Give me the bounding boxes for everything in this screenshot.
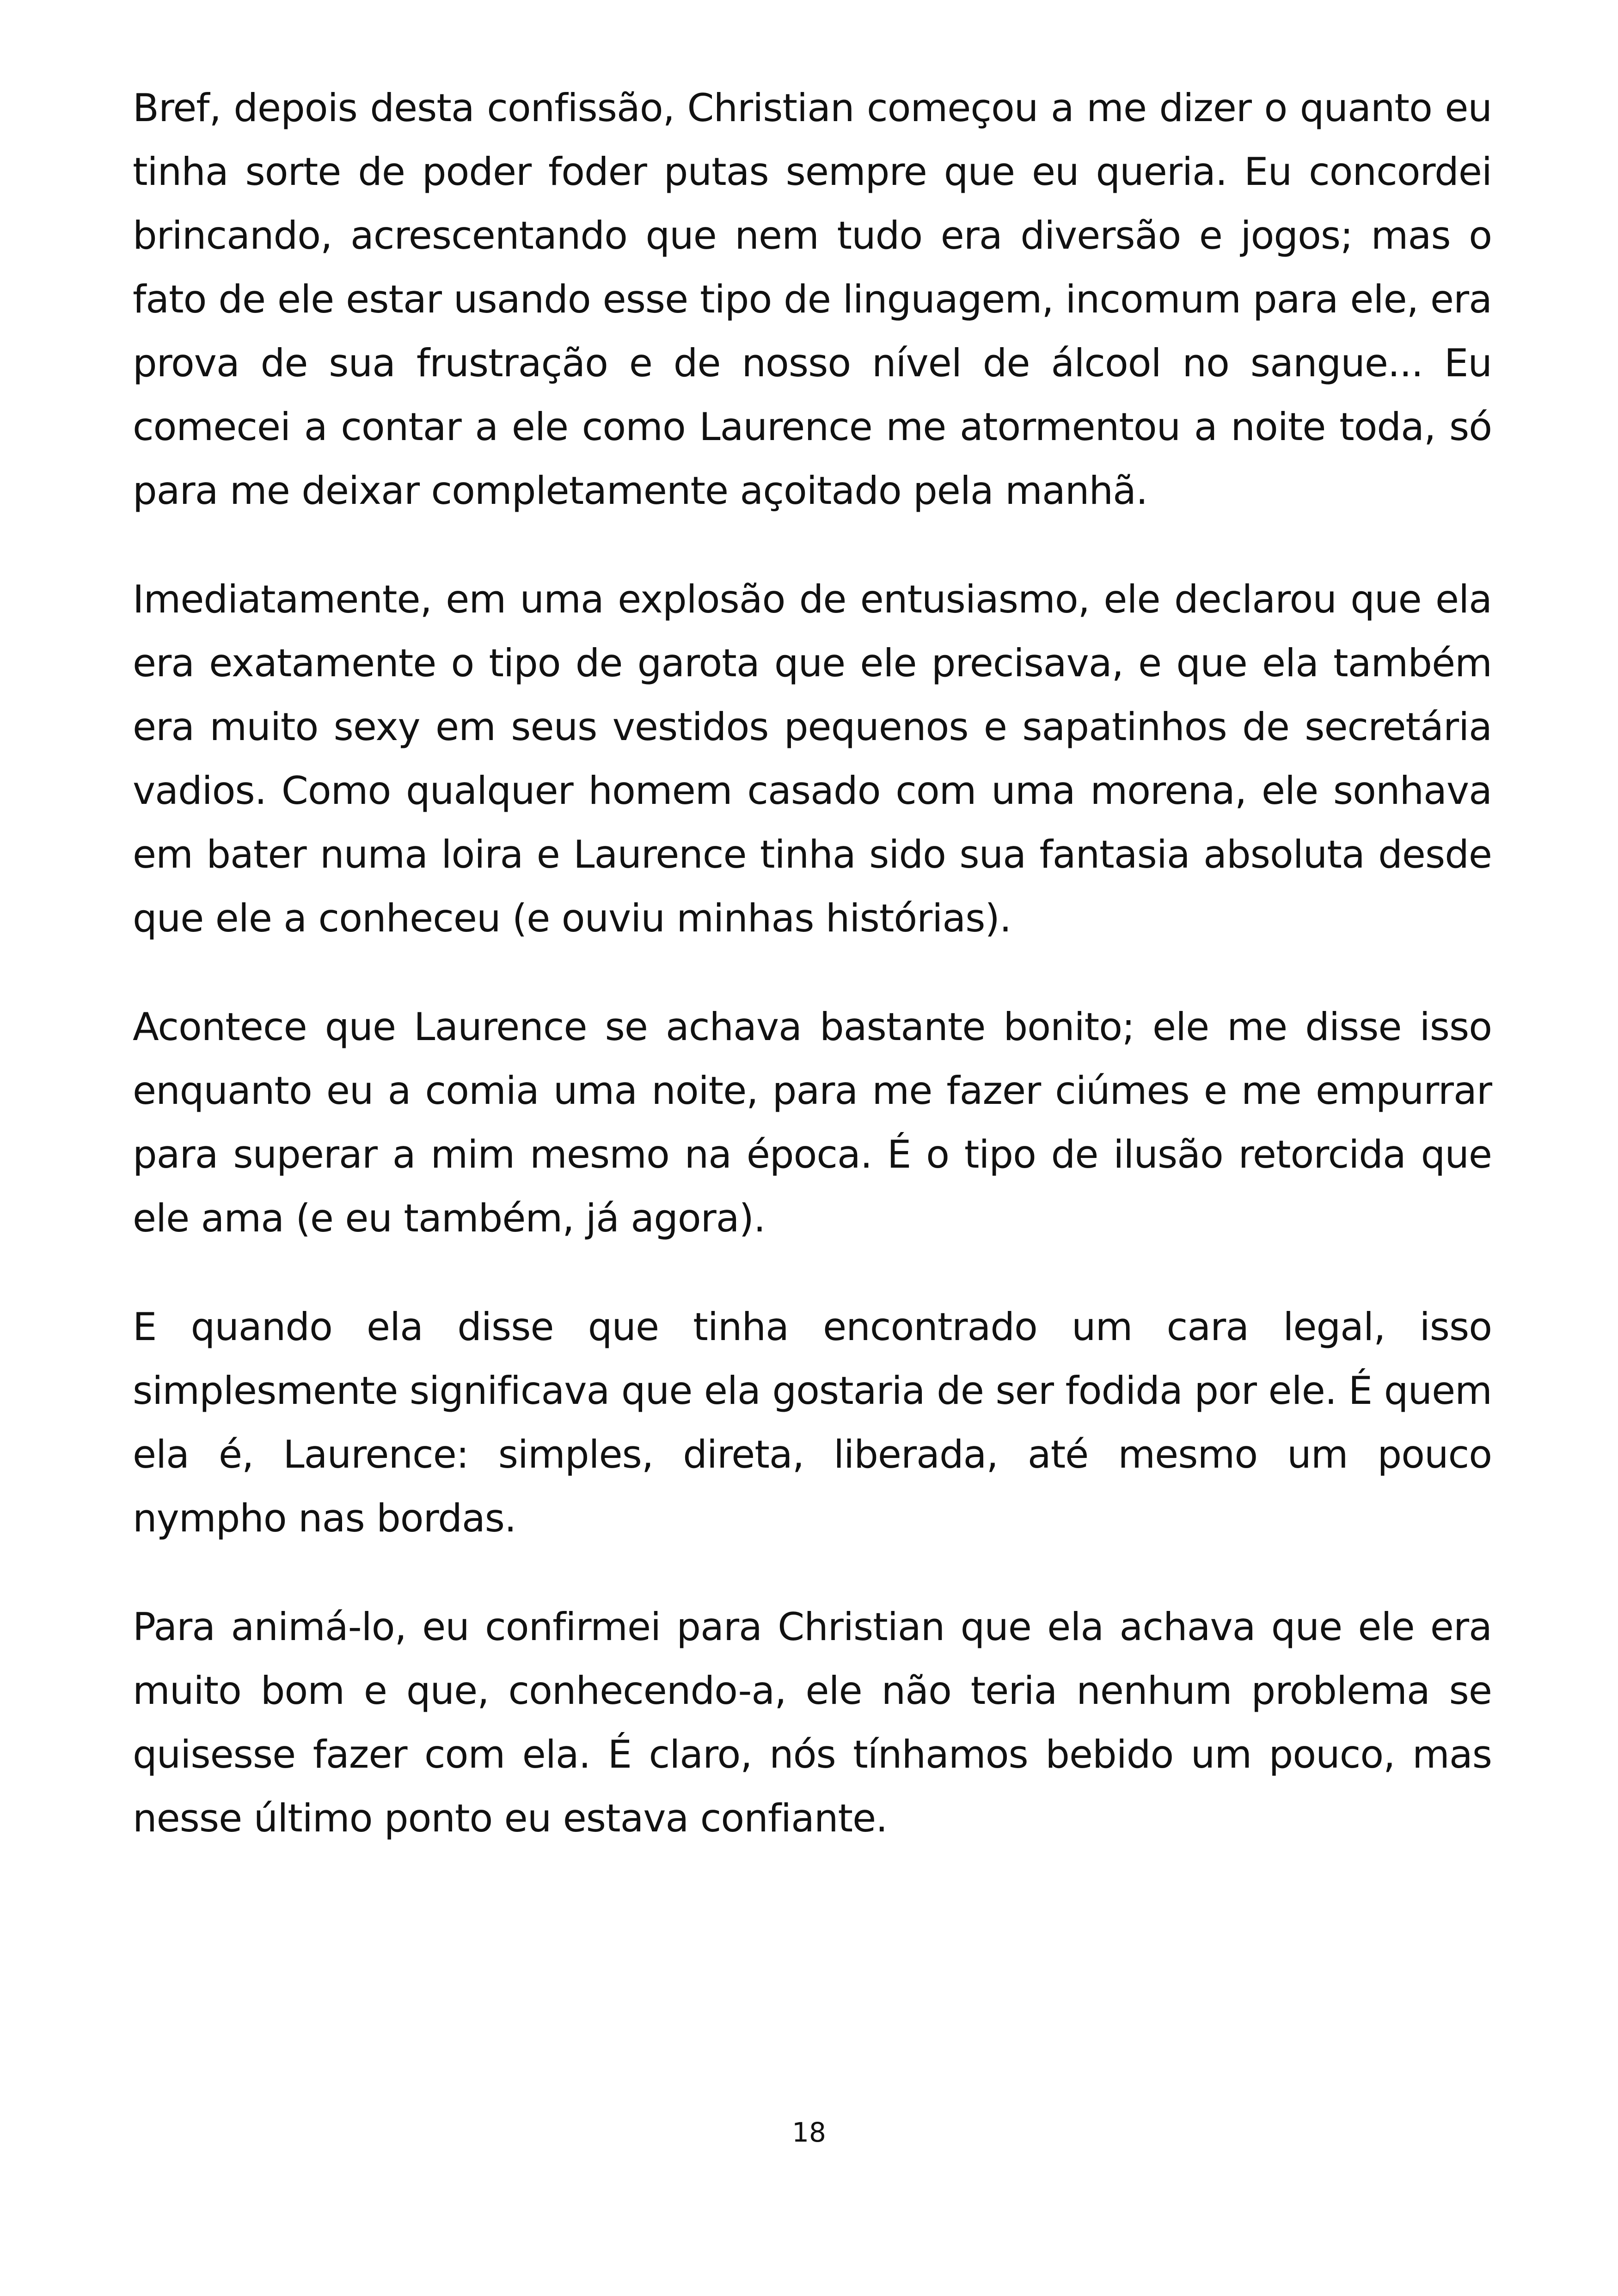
paragraph-5: Para animá-lo, eu confirmei para Christian que ela achava que ele era muito bom e que, conhecendo-a, ele não teria nenhum problema se quisesse fazer com ela. É claro, nós tínhamos bebido um pouco, mas nesse último ponto eu estava confiante.	[133, 1604, 1492, 1841]
paragraph-2: Imediatamente, em uma explosão de entusiasmo, ele declarou que ela era exatamente o tipo de garota que ele precisava, e que ela também era muito sexy em seus vestidos pequenos e sapatinhos de secretária vadios. Como qualquer homem casado com uma morena, ele sonhava em bater numa loira e Laurence tinha sido sua fantasia absoluta desde que ele a conheceu (e ouviu minhas histórias).	[133, 577, 1492, 941]
paragraph-4: E quando ela disse que tinha encontrado um cara legal, isso simplesmente significava que ela gostaria de ser fodida por ele. É quem ela é, Laurence: simples, direta, liberada, até mesmo um pouco nympho nas bordas.	[133, 1304, 1492, 1541]
paragraph-1: Bref, depois desta confissão, Christian começou a me dizer o quanto eu tinha sorte de poder foder putas sempre que eu queria. Eu concordei brincando, acrescentando que nem tudo era diversão e jogos; mas o fato de ele estar usando esse tipo de linguagem, incomum para ele, era prova de sua frustração e de nosso nível de álcool no sangue... Eu comecei a contar a ele como Laurence me atormentou a noite toda, só para me deixar completamente açoitado pela manhã.	[133, 86, 1492, 513]
page-number: 18	[792, 2117, 826, 2148]
paragraph-3: Acontece que Laurence se achava bastante bonito; ele me disse isso enquanto eu a comia uma noite, para me fazer ciúmes e me empurrar para superar a mim mesmo na época. É o tipo de ilusão retorcida que ele ama (e eu também, já agora).	[133, 1004, 1492, 1241]
body-text	[133, 76, 1492, 1895]
